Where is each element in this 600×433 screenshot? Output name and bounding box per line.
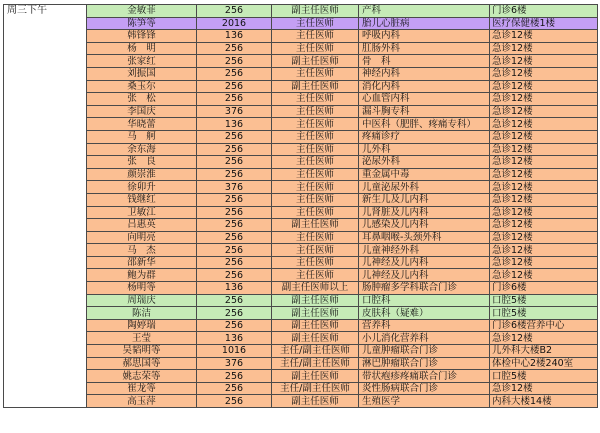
table-row — [4, 105, 598, 118]
department-cell: 儿肾脏及儿内科 — [359, 206, 490, 219]
department-cell: 漏斗胸专科 — [359, 105, 490, 118]
department-cell: 儿童肿瘤联合门诊 — [359, 345, 490, 358]
table-row — [4, 294, 598, 307]
table-row — [4, 382, 598, 395]
doctor-name-cell: 韩锋锋 — [87, 30, 197, 43]
department-cell: 淋巴肿瘤联合门诊 — [359, 357, 490, 370]
registration-fee-cell: 136 — [197, 30, 272, 43]
department-cell: 儿外科 — [359, 143, 490, 156]
doctor-name-cell: 陈笋等 — [87, 17, 197, 30]
table-row — [4, 5, 598, 18]
registration-fee-cell: 256 — [197, 67, 272, 80]
doctor-name-cell: 陶婷瑞 — [87, 319, 197, 332]
day-label: 周三下午 — [4, 5, 87, 408]
registration-fee-cell: 256 — [197, 5, 272, 18]
registration-fee-cell: 256 — [197, 55, 272, 68]
doctor-name-cell: 王莹 — [87, 332, 197, 345]
registration-fee-cell: 376 — [197, 181, 272, 194]
doctor-name-cell: 郝思国等 — [87, 357, 197, 370]
doctor-title-cell: 副主任医师 — [272, 294, 359, 307]
doctor-title-cell: 主任医师 — [272, 118, 359, 131]
registration-fee-cell: 256 — [197, 319, 272, 332]
doctor-title-cell: 主任医师 — [272, 42, 359, 55]
registration-fee-cell: 256 — [197, 80, 272, 93]
doctor-name-cell: 桑玉尔 — [87, 80, 197, 93]
department-cell: 肛肠外科 — [359, 42, 490, 55]
department-cell: 耳鼻咽喉-头颈外科 — [359, 231, 490, 244]
doctor-name-cell: 陈洁 — [87, 307, 197, 320]
department-cell: 生殖医学 — [359, 395, 490, 408]
location-cell: 门诊6楼 — [490, 282, 598, 295]
location-cell: 医疗保健楼1楼 — [490, 17, 598, 30]
table-row — [4, 244, 598, 257]
doctor-title-cell: 副主任医师 — [272, 55, 359, 68]
registration-fee-cell: 256 — [197, 219, 272, 232]
doctor-name-cell: 卫敏江 — [87, 206, 197, 219]
doctor-title-cell: 主任/副主任医师 — [272, 382, 359, 395]
doctor-title-cell: 副主任医师 — [272, 370, 359, 383]
table-row — [4, 357, 598, 370]
table-row — [4, 118, 598, 131]
doctor-title-cell: 主任医师 — [272, 105, 359, 118]
doctor-title-cell: 主任医师 — [272, 231, 359, 244]
doctor-title-cell: 副主任医师 — [272, 332, 359, 345]
table-row — [4, 319, 598, 332]
doctor-name-cell: 徐卯升 — [87, 181, 197, 194]
location-cell: 内科大楼14楼 — [490, 395, 598, 408]
location-cell: 急诊12楼 — [490, 30, 598, 43]
department-cell: 泌尿外科 — [359, 156, 490, 169]
doctor-title-cell: 主任医师 — [272, 269, 359, 282]
doctor-name-cell: 钱继红 — [87, 193, 197, 206]
table-row — [4, 42, 598, 55]
doctor-title-cell: 主任医师 — [272, 30, 359, 43]
doctor-name-cell: 吕惠英 — [87, 219, 197, 232]
doctor-name-cell: 刘振国 — [87, 67, 197, 80]
table-row — [4, 395, 598, 408]
department-cell: 肠肿瘤多学科联合门诊 — [359, 282, 490, 295]
doctor-name-cell: 华晓蕾 — [87, 118, 197, 131]
table-row — [4, 67, 598, 80]
department-cell: 新生儿及儿内科 — [359, 193, 490, 206]
location-cell: 急诊12楼 — [490, 382, 598, 395]
doctor-title-cell: 主任/副主任医师 — [272, 345, 359, 358]
registration-fee-cell: 256 — [197, 395, 272, 408]
location-cell: 急诊12楼 — [490, 156, 598, 169]
location-cell: 体检中心2楼240室 — [490, 357, 598, 370]
doctor-title-cell: 主任医师 — [272, 168, 359, 181]
doctor-name-cell: 向明亮 — [87, 231, 197, 244]
table-row — [4, 206, 598, 219]
department-cell: 儿童神经外科 — [359, 244, 490, 257]
location-cell: 急诊12楼 — [490, 118, 598, 131]
doctor-name-cell: 周瑞庆 — [87, 294, 197, 307]
registration-fee-cell: 256 — [197, 193, 272, 206]
doctor-title-cell: 主任/副主任医师 — [272, 357, 359, 370]
department-cell: 皮肤科（疑难） — [359, 307, 490, 320]
doctor-title-cell: 副主任医师 — [272, 5, 359, 18]
department-cell: 重金属中毒 — [359, 168, 490, 181]
table-row — [4, 269, 598, 282]
doctor-title-cell: 主任医师 — [272, 181, 359, 194]
doctor-title-cell: 主任医师 — [272, 130, 359, 143]
location-cell: 门诊6楼 — [490, 5, 598, 18]
doctor-name-cell: 马 舸 — [87, 130, 197, 143]
registration-fee-cell: 256 — [197, 93, 272, 106]
doctor-name-cell: 吴韬明等 — [87, 345, 197, 358]
registration-fee-cell: 136 — [197, 118, 272, 131]
table-row — [4, 256, 598, 269]
registration-fee-cell: 256 — [197, 382, 272, 395]
schedule-table — [3, 4, 598, 408]
table-row — [4, 345, 598, 358]
table-row — [4, 156, 598, 169]
doctor-name-cell: 余东海 — [87, 143, 197, 156]
registration-fee-cell: 256 — [197, 307, 272, 320]
doctor-title-cell: 副主任医师 — [272, 319, 359, 332]
registration-fee-cell: 256 — [197, 294, 272, 307]
table-row — [4, 231, 598, 244]
registration-fee-cell: 136 — [197, 332, 272, 345]
location-cell: 急诊12楼 — [490, 67, 598, 80]
doctor-title-cell: 主任医师 — [272, 244, 359, 257]
department-cell: 炎性肠病联合门诊 — [359, 382, 490, 395]
doctor-title-cell: 副主任医师 — [272, 395, 359, 408]
location-cell: 门诊6楼营养中心 — [490, 319, 598, 332]
doctor-name-cell: 张 松 — [87, 93, 197, 106]
location-cell: 口腔5楼 — [490, 307, 598, 320]
registration-fee-cell: 2016 — [197, 17, 272, 30]
doctor-name-cell: 马 杰 — [87, 244, 197, 257]
doctor-title-cell: 主任医师 — [272, 67, 359, 80]
doctor-title-cell: 主任医师 — [272, 206, 359, 219]
doctor-title-cell: 主任医师 — [272, 17, 359, 30]
doctor-name-cell: 李国庆 — [87, 105, 197, 118]
table-row — [4, 130, 598, 143]
doctor-title-cell: 主任医师 — [272, 143, 359, 156]
location-cell: 急诊12楼 — [490, 55, 598, 68]
table-row — [4, 307, 598, 320]
table-row — [4, 55, 598, 68]
doctor-title-cell: 副主任医师 — [272, 307, 359, 320]
schedule-table-body — [4, 5, 598, 408]
location-cell: 急诊12楼 — [490, 244, 598, 257]
location-cell: 急诊12楼 — [490, 105, 598, 118]
department-cell: 疼痛诊疗 — [359, 130, 490, 143]
table-row — [4, 17, 598, 30]
registration-fee-cell: 256 — [197, 370, 272, 383]
location-cell: 急诊12楼 — [490, 193, 598, 206]
department-cell: 儿神经及儿内科 — [359, 269, 490, 282]
doctor-title-cell: 主任医师 — [272, 93, 359, 106]
location-cell: 急诊12楼 — [490, 181, 598, 194]
doctor-name-cell: 金敏菲 — [87, 5, 197, 18]
registration-fee-cell: 376 — [197, 357, 272, 370]
department-cell: 呼吸内科 — [359, 30, 490, 43]
registration-fee-cell: 256 — [197, 206, 272, 219]
department-cell: 营养科 — [359, 319, 490, 332]
location-cell: 口腔5楼 — [490, 294, 598, 307]
table-row — [4, 193, 598, 206]
location-cell: 儿外科大楼B2 — [490, 345, 598, 358]
doctor-name-cell: 张家红 — [87, 55, 197, 68]
department-cell: 产科 — [359, 5, 490, 18]
registration-fee-cell: 1016 — [197, 345, 272, 358]
department-cell: 儿感染及儿内科 — [359, 219, 490, 232]
doctor-name-cell: 高玉萍 — [87, 395, 197, 408]
doctor-name-cell: 邵新华 — [87, 256, 197, 269]
location-cell: 急诊12楼 — [490, 130, 598, 143]
doctor-title-cell: 主任医师 — [272, 156, 359, 169]
doctor-title-cell: 副主任医师以上 — [272, 282, 359, 295]
doctor-title-cell: 副主任医师 — [272, 219, 359, 232]
department-cell: 胎儿心脏病 — [359, 17, 490, 30]
registration-fee-cell: 256 — [197, 244, 272, 257]
registration-fee-cell: 256 — [197, 231, 272, 244]
location-cell: 急诊12楼 — [490, 42, 598, 55]
doctor-title-cell: 主任医师 — [272, 256, 359, 269]
registration-fee-cell: 256 — [197, 42, 272, 55]
table-row — [4, 332, 598, 345]
department-cell: 中医科（肥胖、疼痛专科） — [359, 118, 490, 131]
department-cell: 带状疱疹疼痛联合门诊 — [359, 370, 490, 383]
table-row — [4, 219, 598, 232]
department-cell: 口腔科 — [359, 294, 490, 307]
table-row — [4, 143, 598, 156]
department-cell: 消化内科 — [359, 80, 490, 93]
registration-fee-cell: 256 — [197, 143, 272, 156]
table-row — [4, 93, 598, 106]
doctor-name-cell: 姚志荣等 — [87, 370, 197, 383]
location-cell: 急诊12楼 — [490, 332, 598, 345]
doctor-name-cell: 崔龙等 — [87, 382, 197, 395]
department-cell: 心血管内科 — [359, 93, 490, 106]
registration-fee-cell: 256 — [197, 256, 272, 269]
location-cell: 急诊12楼 — [490, 143, 598, 156]
department-cell: 儿神经及儿内科 — [359, 256, 490, 269]
table-row — [4, 282, 598, 295]
location-cell: 急诊12楼 — [490, 219, 598, 232]
location-cell: 口腔5楼 — [490, 370, 598, 383]
table-row — [4, 181, 598, 194]
department-cell: 小儿消化营养科 — [359, 332, 490, 345]
location-cell: 急诊12楼 — [490, 231, 598, 244]
location-cell: 急诊12楼 — [490, 80, 598, 93]
doctor-name-cell: 杨 明 — [87, 42, 197, 55]
location-cell: 急诊12楼 — [490, 256, 598, 269]
table-row — [4, 370, 598, 383]
doctor-title-cell: 副主任医师 — [272, 80, 359, 93]
table-row — [4, 30, 598, 43]
location-cell: 急诊12楼 — [490, 168, 598, 181]
registration-fee-cell: 376 — [197, 105, 272, 118]
doctor-name-cell: 鲍为群 — [87, 269, 197, 282]
location-cell: 急诊12楼 — [490, 269, 598, 282]
doctor-title-cell: 主任医师 — [272, 193, 359, 206]
doctor-name-cell: 张 良 — [87, 156, 197, 169]
table-row — [4, 168, 598, 181]
department-cell: 骨 科 — [359, 55, 490, 68]
registration-fee-cell: 256 — [197, 168, 272, 181]
doctor-name-cell: 杨明等 — [87, 282, 197, 295]
doctor-name-cell: 颜崇淮 — [87, 168, 197, 181]
registration-fee-cell: 256 — [197, 130, 272, 143]
registration-fee-cell: 256 — [197, 269, 272, 282]
department-cell: 神经内科 — [359, 67, 490, 80]
registration-fee-cell: 256 — [197, 156, 272, 169]
registration-fee-cell: 136 — [197, 282, 272, 295]
location-cell: 急诊12楼 — [490, 206, 598, 219]
location-cell: 急诊12楼 — [490, 93, 598, 106]
table-row — [4, 80, 598, 93]
department-cell: 儿童泌尿外科 — [359, 181, 490, 194]
